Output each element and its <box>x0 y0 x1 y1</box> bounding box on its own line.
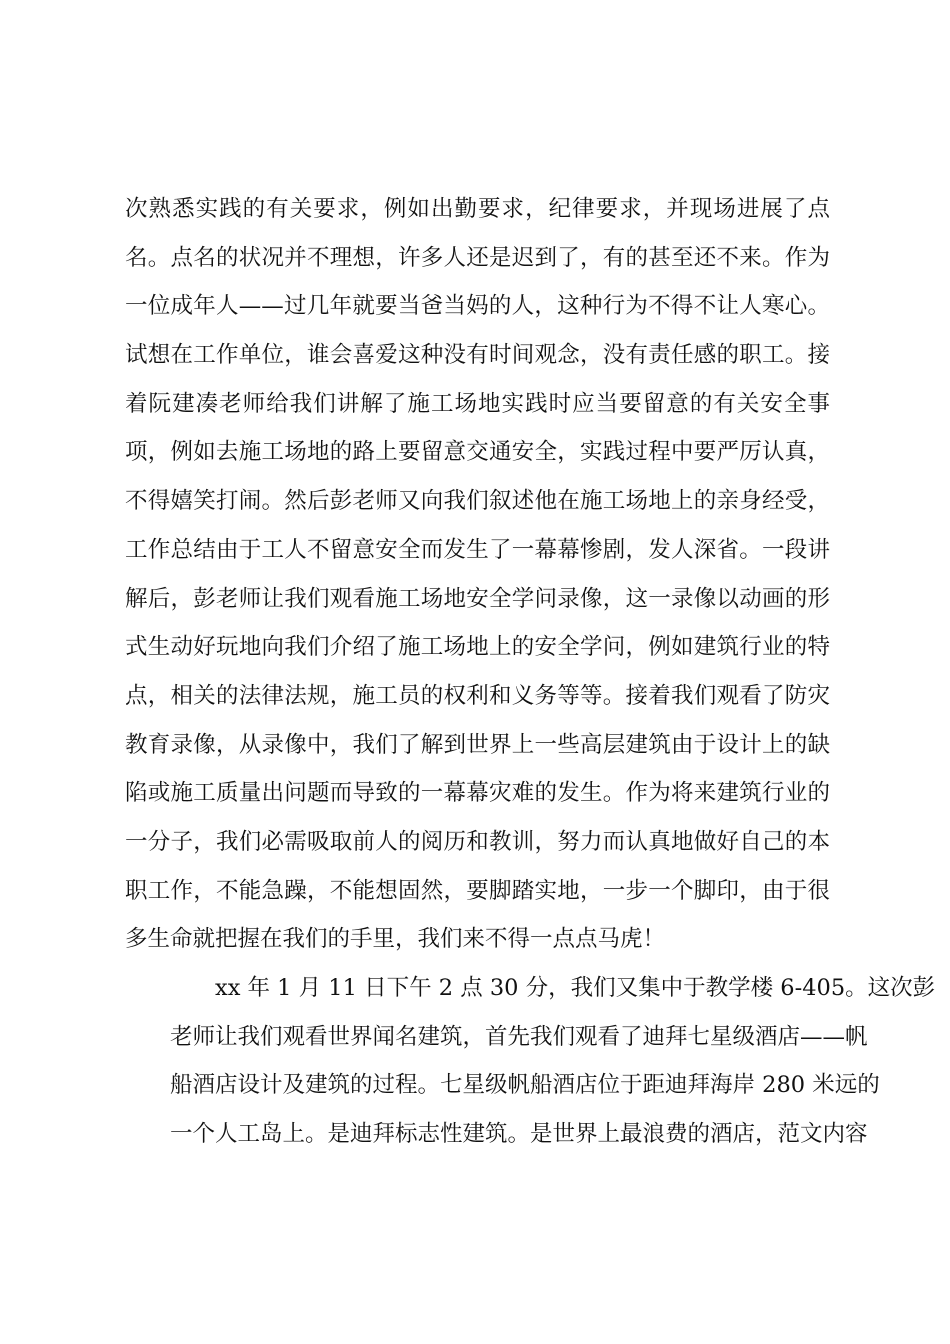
text-line: 不得嬉笑打闹。然后彭老师又向我们叙述他在施工场地上的亲身经受， <box>125 488 830 515</box>
text-line: xx 年 1 月 11 日下午 2 点 30 分，我们又集中于教学楼 6-405。这次彭 <box>215 975 936 1001</box>
text-line: 教育录像，从录像中，我们了解到世界上一些高层建筑由于设计上的缺 <box>125 731 830 758</box>
text-line: 船酒店设计及建筑的过程。七星级帆船酒店位于距迪拜海岸 280 米远的 <box>170 1072 880 1099</box>
text-line: 一位成年人——过几年就要当爸当妈的人，这种行为不得不让人寒心。 <box>125 293 830 320</box>
text-line: 式生动好玩地向我们介绍了施工场地上的安全学问，例如建筑行业的特 <box>125 634 830 661</box>
text-line: 名。点名的状况并不理想，许多人还是迟到了，有的甚至还不来。作为 <box>125 244 830 271</box>
text-line: 陷或施工质量出问题而导致的一幕幕灾难的发生。作为将来建筑行业的 <box>125 780 830 807</box>
paragraph-2 <box>125 964 936 1159</box>
text-line: 项，例如去施工场地的路上要留意交通安全，实践过程中要严厉认真， <box>125 439 830 466</box>
text-line: 次熟悉实践的有关要求，例如出勤要求，纪律要求，并现场进展了点 <box>125 196 830 222</box>
text-line: 点，相关的法律法规，施工员的权利和义务等等。接着我们观看了防灾 <box>125 682 830 709</box>
text-line: 工作总结由于工人不留意安全而发生了一幕幕惨剧，发人深省。一段讲 <box>125 536 830 563</box>
text-line: 职工作，不能急躁，不能想固然，要脚踏实地，一步一个脚印，由于很 <box>125 877 830 904</box>
paragraph-1 <box>125 185 830 964</box>
text-line: 一个人工岛上。是迪拜标志性建筑。是世界上最浪费的酒店，范文内容 <box>170 1121 868 1148</box>
text-line: 多生命就把握在我们的手里，我们来不得一点点马虎！ <box>125 926 666 953</box>
text-line: 一分子，我们必需吸取前人的阅历和教训，努力而认真地做好自己的本 <box>125 828 830 855</box>
text-line: 试想在工作单位，谁会喜爱这种没有时间观念，没有责任感的职工。接 <box>125 342 830 369</box>
text-line: 老师让我们观看世界闻名建筑，首先我们观看了迪拜七星级酒店——帆 <box>170 1023 868 1050</box>
text-line: 解后，彭老师让我们观看施工场地安全学问录像，这一录像以动画的形 <box>125 585 830 612</box>
text-line: 着阮建凑老师给我们讲解了施工场地实践时应当要留意的有关安全事 <box>125 390 830 417</box>
document-body <box>125 185 936 1159</box>
